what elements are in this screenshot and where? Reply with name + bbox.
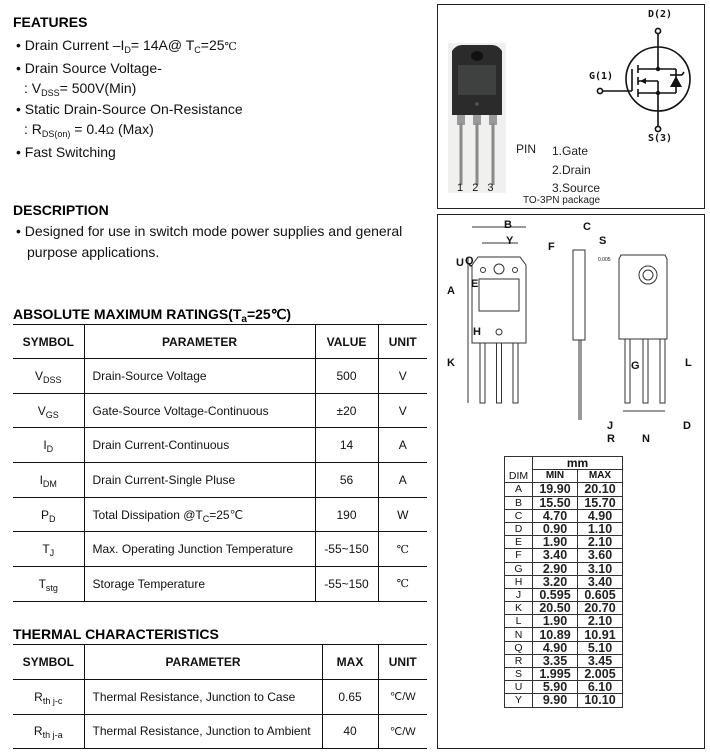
dim-letter: G xyxy=(505,562,533,575)
lead-number: 1 xyxy=(457,182,464,194)
table-row xyxy=(13,428,427,463)
package-panel xyxy=(437,4,705,209)
symbol-cell xyxy=(13,532,84,567)
heading-text: =25℃) xyxy=(246,306,292,322)
dim-corner xyxy=(505,457,533,470)
col-header-parameter: PARAMETER xyxy=(84,645,322,680)
symbol: T xyxy=(38,576,46,591)
feature-text: Drain Current –I xyxy=(24,37,125,53)
arrow-icon xyxy=(640,78,646,84)
subscript: th j-a xyxy=(42,730,63,741)
symbol-cell xyxy=(13,393,84,428)
dim-max: 2.10 xyxy=(578,536,623,549)
degree-unit: ℃ xyxy=(224,40,237,53)
symbol-cell xyxy=(13,428,84,463)
dim-max: 15.70 xyxy=(578,496,623,509)
subscript: C xyxy=(194,45,201,55)
parameter-text: Total Dissipation @T xyxy=(92,507,203,522)
parameter-cell: Storage Temperature xyxy=(84,567,315,602)
features-heading: FEATURES xyxy=(13,14,88,30)
transistor-photo xyxy=(448,43,506,193)
heading-text: ABSOLUTE MAXIMUM RATINGS(T xyxy=(13,306,242,322)
dim-letter: R xyxy=(505,654,533,667)
pin-label: PIN xyxy=(516,142,537,156)
unit-cell: V xyxy=(398,368,407,383)
col-header-max: MAX xyxy=(322,645,378,680)
col-header-symbol: SYMBOL xyxy=(13,325,84,359)
dim-min: 19.90 xyxy=(533,483,578,496)
dim-letter: Q xyxy=(505,641,533,654)
dim-letter: B xyxy=(505,496,533,509)
dim-min: 15.50 xyxy=(533,496,578,509)
dim-row xyxy=(505,694,623,707)
dim-min: 5.90 xyxy=(533,681,578,694)
dim-min: 4.70 xyxy=(533,509,578,522)
dim-letter: D xyxy=(505,522,533,535)
package-name: TO-3PN package xyxy=(523,195,601,206)
value-cell: -55~150 xyxy=(315,532,378,567)
dim-max: 10.10 xyxy=(578,694,623,707)
dim-label-u: U xyxy=(456,257,464,269)
parameter-cell xyxy=(84,497,315,532)
unit-cell: W xyxy=(397,507,409,522)
unit-cell: ℃/W xyxy=(389,691,416,704)
feature-text: Drain Source Voltage- xyxy=(24,59,162,76)
dim-letter: E xyxy=(505,536,533,549)
parameter-cell: Gate-Source Voltage-Continuous xyxy=(84,393,315,428)
dim-label-l: L xyxy=(685,357,692,369)
table-row xyxy=(13,532,427,567)
dim-min: 9.90 xyxy=(533,694,578,707)
dim-label-n: N xyxy=(642,433,650,445)
dim-min: 0.90 xyxy=(533,522,578,535)
parameter-cell: Thermal Resistance, Junction to Ambient xyxy=(84,714,322,749)
subscript: GS xyxy=(45,409,59,420)
subscript: DSS xyxy=(41,88,60,99)
table-row xyxy=(13,497,427,532)
dim-row xyxy=(505,628,623,641)
dim-min: 1.90 xyxy=(533,615,578,628)
abs-max-table xyxy=(13,324,427,602)
side-body xyxy=(573,250,585,340)
description-heading: DESCRIPTION xyxy=(13,202,109,218)
feature-text: = 14A@ T xyxy=(130,37,195,53)
dim-letter: Y xyxy=(505,694,533,707)
features-list xyxy=(16,35,243,163)
value-cell: 190 xyxy=(315,497,378,532)
dim-label-a: A xyxy=(447,285,455,297)
parameter-cell: Thermal Resistance, Junction to Case xyxy=(84,680,322,715)
feature-text: Fast Switching xyxy=(24,143,116,160)
symbol: T xyxy=(42,542,50,557)
dim-letter: U xyxy=(505,681,533,694)
thermal-heading: THERMAL CHARACTERISTICS xyxy=(13,626,219,642)
subscript: D xyxy=(49,513,56,524)
feature-voltage xyxy=(16,58,243,79)
dim-row xyxy=(505,588,623,601)
col-header-symbol: SYMBOL xyxy=(13,645,84,680)
source-label: S(3) xyxy=(648,133,673,144)
subscript: DS(on) xyxy=(41,129,71,140)
gate-label: G(1) xyxy=(589,71,614,82)
dim-label-s: S xyxy=(599,235,607,247)
col-header-parameter: PARAMETER xyxy=(84,325,315,359)
subscript: J xyxy=(49,548,55,559)
col-header-value: VALUE xyxy=(315,325,378,359)
dim-row xyxy=(505,602,623,615)
feature-text: = 500V(Min) xyxy=(59,80,137,97)
feature-fast-switching xyxy=(16,142,243,163)
unit-cell: V xyxy=(398,403,407,418)
table-row xyxy=(13,393,427,428)
feature-resistance xyxy=(16,99,243,120)
abs-max-heading xyxy=(13,306,291,323)
feature-drain-current xyxy=(16,35,243,58)
bullet: • xyxy=(16,59,21,76)
dim-max: 0.605 xyxy=(578,588,623,601)
tolerance-note: 0.005 xyxy=(598,257,611,263)
subscript: D xyxy=(124,45,131,55)
value-cell: 40 xyxy=(322,714,378,749)
parameter-text: =25℃ xyxy=(209,507,244,522)
table-header-row xyxy=(13,325,427,359)
pin-list xyxy=(552,142,600,198)
lead-numbers xyxy=(457,182,494,194)
dim-min: 3.35 xyxy=(533,654,578,667)
dim-letter: S xyxy=(505,668,533,681)
dim-max: 20.10 xyxy=(578,483,623,496)
dim-max: 3.10 xyxy=(578,562,623,575)
symbol: P xyxy=(40,507,49,522)
dim-row xyxy=(505,536,623,549)
symbol: I xyxy=(39,472,43,487)
subscript: stg xyxy=(45,582,58,593)
col-header-dim: DIM xyxy=(505,470,533,483)
dim-max: 3.40 xyxy=(578,575,623,588)
dimension-panel xyxy=(437,214,705,749)
symbol: I xyxy=(43,438,47,453)
unit-cell: ℃ xyxy=(396,577,409,591)
symbol-cell xyxy=(13,567,84,602)
dim-min: 3.20 xyxy=(533,575,578,588)
description-line: Designed for use in switch mode power supplies and general xyxy=(24,223,403,239)
dim-row xyxy=(505,549,623,562)
subscript: D xyxy=(46,444,54,455)
parameter-cell: Max. Operating Junction Temperature xyxy=(84,532,315,567)
unit-cell: A xyxy=(398,438,407,453)
ohm-symbol: Ω xyxy=(105,125,115,138)
pin-drain: 2.Drain xyxy=(552,162,591,177)
dim-min: 4.90 xyxy=(533,641,578,654)
col-header-min: MIN xyxy=(533,470,578,483)
dim-label-k: K xyxy=(447,357,455,369)
symbol-cell xyxy=(13,497,84,532)
symbol: V xyxy=(34,368,43,383)
subscript: DM xyxy=(42,478,57,489)
feature-resistance-value xyxy=(16,119,243,142)
dim-label-b: B xyxy=(504,219,512,231)
feature-text: (Max) xyxy=(114,121,154,138)
diode-icon xyxy=(670,76,682,87)
col-header-unit: UNIT xyxy=(388,334,417,349)
dim-row xyxy=(505,522,623,535)
symbol: R xyxy=(33,724,43,739)
dim-label-y: Y xyxy=(506,235,514,247)
dim-label-e: E xyxy=(471,278,479,290)
dim-row xyxy=(505,668,623,681)
dim-label-j: J xyxy=(607,420,614,432)
value-cell: ±20 xyxy=(315,393,378,428)
symbol-cell xyxy=(13,463,84,498)
dim-label-f: F xyxy=(548,241,555,253)
dim-min: 20.50 xyxy=(533,602,578,615)
unit-cell: ℃ xyxy=(396,542,409,556)
feature-text: : R xyxy=(24,121,42,138)
dim-letter: J xyxy=(505,588,533,601)
col-header-max: MAX xyxy=(578,470,623,483)
dim-label-h: H xyxy=(473,326,481,338)
symbol: V xyxy=(37,403,46,418)
dim-max: 10.91 xyxy=(578,628,623,641)
feature-voltage-value xyxy=(16,78,243,99)
dim-min: 1.90 xyxy=(533,536,578,549)
unit-cell: A xyxy=(398,472,407,487)
value-cell: -55~150 xyxy=(315,567,378,602)
dim-max: 3.60 xyxy=(578,549,623,562)
table-row xyxy=(13,359,427,394)
feature-text: =25 xyxy=(200,37,225,53)
dim-label-d: D xyxy=(683,420,691,432)
drain-label: D(2) xyxy=(648,9,673,20)
table-row xyxy=(13,714,427,749)
subscript: C xyxy=(202,513,210,524)
feature-text: Static Drain-Source On-Resistance xyxy=(24,100,243,117)
dim-header-row xyxy=(505,470,623,483)
symbol: R xyxy=(34,689,43,704)
thermal-table xyxy=(13,644,427,749)
symbol-cell xyxy=(13,359,84,394)
bullet: • xyxy=(16,37,21,53)
dim-min: 3.40 xyxy=(533,549,578,562)
unit-header: mm xyxy=(533,457,623,470)
dim-max: 20.70 xyxy=(578,602,623,615)
col-header-unit: UNIT xyxy=(388,655,417,669)
dim-max: 3.45 xyxy=(578,654,623,667)
parameter-cell: Drain Current-Continuous xyxy=(84,428,315,463)
pin-source: 3.Source xyxy=(552,181,601,195)
value-cell: 14 xyxy=(315,428,378,463)
dim-min: 0.595 xyxy=(533,588,578,601)
dim-max: 1.10 xyxy=(578,522,623,535)
table-row xyxy=(13,567,427,602)
dim-unit-row xyxy=(505,457,623,470)
dim-letter: F xyxy=(505,549,533,562)
dim-letter: A xyxy=(505,483,533,496)
parameter-cell: Drain Current-Single Pluse xyxy=(84,463,315,498)
dim-row xyxy=(505,509,623,522)
bullet: • xyxy=(16,223,21,239)
dim-letter: K xyxy=(505,602,533,615)
dim-min: 1.995 xyxy=(533,668,578,681)
dim-max: 6.10 xyxy=(578,681,623,694)
subscript: DSS xyxy=(43,374,62,385)
feature-text: = 0.4 xyxy=(70,121,106,138)
pin-gate: 1.Gate xyxy=(552,144,589,158)
dim-label-q: Q xyxy=(465,255,474,267)
dim-label-r: R xyxy=(607,433,615,445)
dimension-table xyxy=(504,456,623,708)
value-cell: 0.65 xyxy=(322,680,378,715)
dim-letter: H xyxy=(505,575,533,588)
dim-max: 5.10 xyxy=(578,641,623,654)
dim-letter: C xyxy=(505,509,533,522)
lead-number: 2 xyxy=(472,182,479,194)
bullet: • xyxy=(16,143,21,160)
dim-label-c: C xyxy=(583,221,591,233)
symbol-cell xyxy=(13,714,84,749)
subscript: th j-c xyxy=(42,695,63,706)
dim-row xyxy=(505,681,623,694)
dim-max: 4.90 xyxy=(578,509,623,522)
lead-number: 3 xyxy=(487,182,494,194)
parameter-cell: Drain-Source Voltage xyxy=(84,359,315,394)
table-row xyxy=(13,680,427,715)
dim-letter: N xyxy=(505,628,533,641)
dim-row xyxy=(505,641,623,654)
description-line: purpose applications. xyxy=(27,243,160,260)
dim-row xyxy=(505,562,623,575)
feature-text: : V xyxy=(24,80,42,97)
dim-row xyxy=(505,654,623,667)
subscript: a xyxy=(241,314,247,325)
value-cell: 500 xyxy=(315,359,378,394)
dim-label-g: G xyxy=(631,360,640,372)
dim-min: 2.90 xyxy=(533,562,578,575)
dim-letter: L xyxy=(505,615,533,628)
table-header-row xyxy=(13,645,427,680)
value-cell: 56 xyxy=(315,463,378,498)
unit-cell: ℃/W xyxy=(389,725,416,738)
dim-min: 10.89 xyxy=(533,628,578,641)
dim-row xyxy=(505,483,623,496)
dim-row xyxy=(505,575,623,588)
table-row xyxy=(13,463,427,498)
dim-row xyxy=(505,615,623,628)
dim-row xyxy=(505,496,623,509)
dim-max: 2.10 xyxy=(578,615,623,628)
description-text xyxy=(16,221,402,262)
bullet: • xyxy=(16,100,21,117)
dim-max: 2.005 xyxy=(578,668,623,681)
symbol-cell xyxy=(13,680,84,715)
